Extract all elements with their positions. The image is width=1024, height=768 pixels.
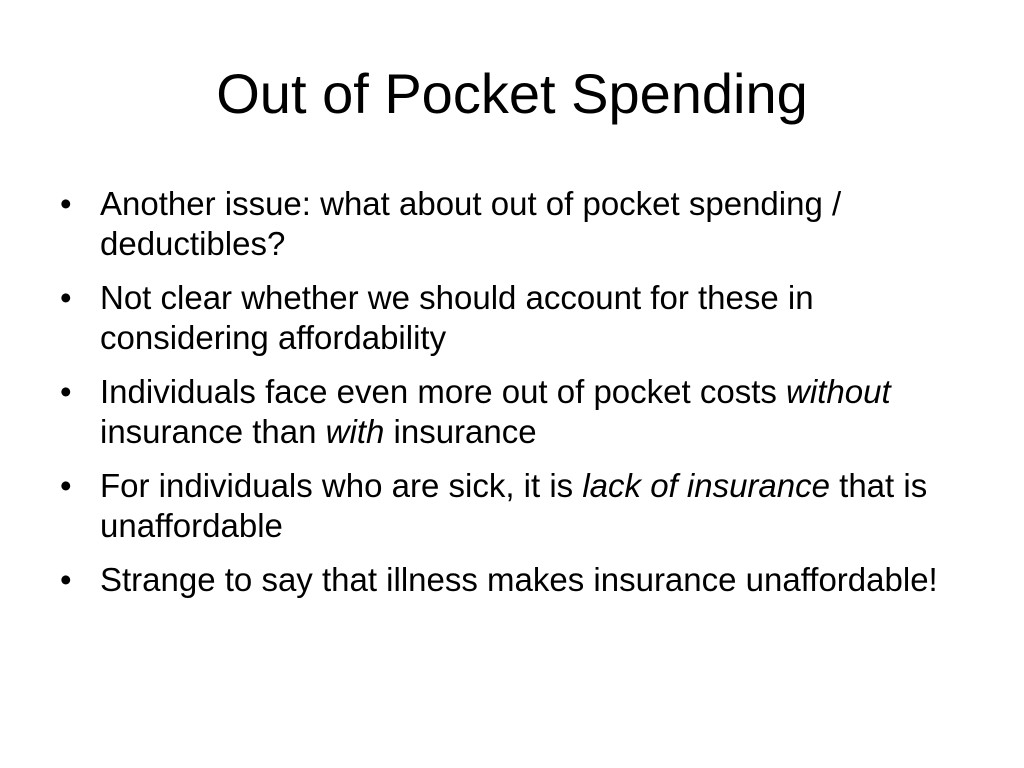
bullet-marker: • — [60, 561, 72, 598]
emphasis-with: with — [325, 413, 385, 450]
bullet-item-2 — [56, 278, 986, 358]
bullet-item-3 — [56, 372, 986, 452]
bullet-item-1 — [56, 184, 986, 264]
bullet-list — [56, 184, 986, 614]
bullet-item-4 — [56, 466, 986, 546]
bullet-text: Another issue: what about out of pocket spending / deductibles? — [100, 185, 842, 262]
emphasis-lack-of-insurance: lack of insurance — [582, 467, 830, 504]
bullet-text: Not clear whether we should account for these in considering affordability — [100, 279, 814, 356]
bullet-text-part: insurance — [384, 413, 537, 450]
bullet-text: Strange to say that illness makes insurance unaffordable! — [100, 561, 938, 598]
bullet-marker: • — [60, 373, 72, 410]
bullet-text-part: that is unaffordable — [100, 467, 928, 544]
bullet-marker: • — [60, 279, 72, 316]
bullet-item-5 — [56, 560, 986, 600]
emphasis-without: without — [786, 373, 891, 410]
bullet-marker: • — [60, 467, 72, 504]
bullet-text-part: Individuals face even more out of pocket costs — [100, 373, 787, 410]
bullet-text-part: For individuals who are sick, it is — [100, 467, 583, 504]
slide-title: Out of Pocket Spending — [216, 62, 808, 125]
bullet-marker: • — [60, 185, 72, 222]
bullet-text-part: insurance than — [100, 413, 326, 450]
